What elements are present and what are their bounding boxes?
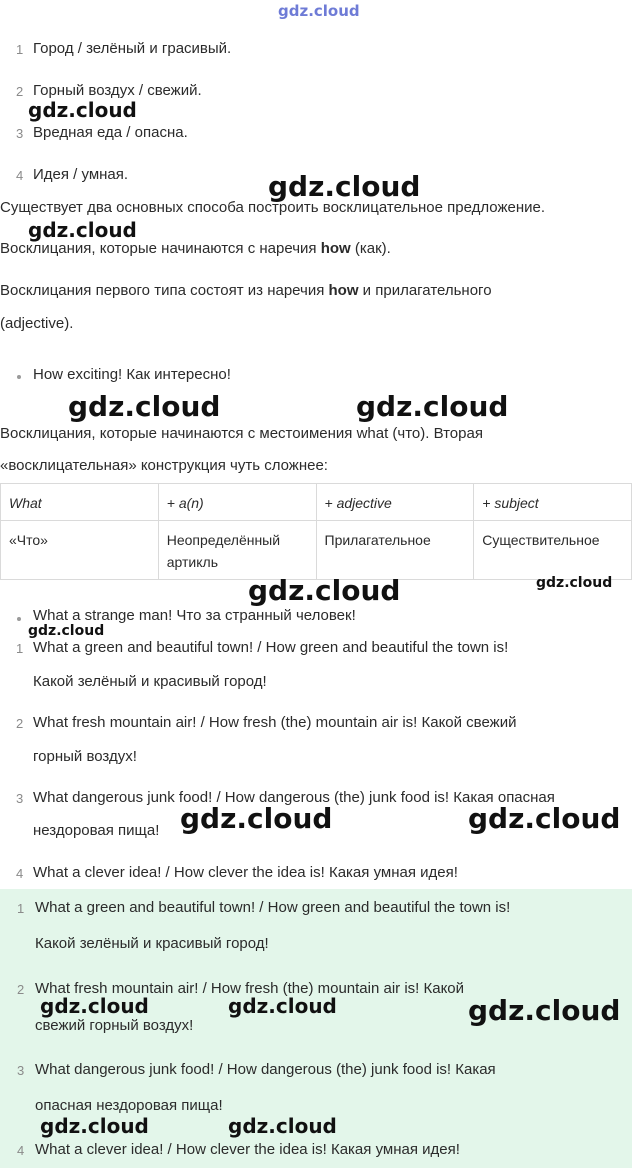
table-header-cell: + subject bbox=[474, 484, 632, 521]
watermark-label: gdz.cloud bbox=[356, 390, 509, 423]
bullet-dot bbox=[17, 617, 21, 621]
answer-line: What dangerous junk food! / How dangerous (the) junk food is! Какая опасная bbox=[33, 789, 555, 806]
answer-line: What dangerous junk food! / How dangerous (the) junk food is! Какая bbox=[35, 1061, 496, 1078]
task-item: Горный воздух / свежий. bbox=[33, 82, 202, 99]
example-how: How exciting! Как интересно! bbox=[33, 366, 231, 383]
theory-first-type-line2: (adjective). bbox=[0, 315, 74, 332]
watermark-label: gdz.cloud bbox=[28, 98, 137, 122]
answer-line: Какой зелёный и красивый город! bbox=[33, 673, 267, 690]
answer-number: 2 bbox=[16, 716, 24, 731]
theory-what-line2: «восклицательная» конструкция чуть сложнее: bbox=[0, 457, 328, 474]
answer-number: 3 bbox=[17, 1063, 25, 1078]
watermark-label: gdz.cloud bbox=[180, 802, 333, 835]
theory-how-line: Восклицания, которые начинаются с наречия how (как). bbox=[0, 240, 391, 257]
bullet-dot bbox=[17, 375, 21, 379]
answer-line: опасная нездоровая пища! bbox=[35, 1097, 223, 1114]
watermark-label: gdz.cloud bbox=[248, 574, 401, 607]
answer-number: 4 bbox=[17, 1143, 25, 1158]
watermark-label: gdz.cloud bbox=[40, 1114, 149, 1138]
watermark-label: gdz.cloud bbox=[40, 994, 149, 1018]
answer-line: What a clever idea! / How clever the idea is! Какая умная идея! bbox=[33, 864, 458, 881]
watermark-label: gdz.cloud bbox=[28, 218, 137, 242]
task-number: 3 bbox=[16, 126, 24, 141]
watermark-label: gdz.cloud bbox=[28, 623, 105, 639]
table-cell: «Что» bbox=[1, 521, 159, 580]
watermark-label: gdz.cloud bbox=[468, 994, 621, 1027]
answer-line: What a green and beautiful town! / How green and beautiful the town is! bbox=[35, 899, 511, 916]
task-item: Город / зелёный и грасивый. bbox=[33, 40, 232, 57]
answer-line: What fresh mountain air! / How fresh (the) mountain air is! Какой bbox=[35, 980, 465, 997]
task-item: Идея / умная. bbox=[33, 166, 129, 183]
table-header-cell: What bbox=[1, 484, 159, 521]
table-header-cell: + adjective bbox=[316, 484, 474, 521]
table-header-row bbox=[1, 484, 632, 521]
grammar-table bbox=[0, 483, 632, 580]
table-cell: Существительное bbox=[474, 521, 632, 580]
theory-what-line1: Восклицания, которые начинаются с местоимения what (что). Вторая bbox=[0, 425, 483, 442]
table-header-cell: + a(n) bbox=[158, 484, 316, 521]
task-number: 1 bbox=[16, 42, 24, 57]
answer-number: 4 bbox=[16, 866, 24, 881]
watermark-label: gdz.cloud bbox=[468, 802, 621, 835]
answer-number: 2 bbox=[17, 982, 25, 997]
task-number: 4 bbox=[16, 168, 24, 183]
task-number: 2 bbox=[16, 84, 24, 99]
top-watermark: gdz.cloud bbox=[278, 2, 360, 20]
answer-line: Какой зелёный и красивый город! bbox=[35, 935, 269, 952]
task-item: Вредная еда / опасна. bbox=[33, 124, 188, 141]
watermark-label: gdz.cloud bbox=[536, 575, 613, 591]
example-what: What a strange man! Что за странный человек! bbox=[33, 607, 356, 624]
watermark-label: gdz.cloud bbox=[228, 1114, 337, 1138]
answer-number: 1 bbox=[17, 901, 25, 916]
answer-line: свежий горный воздух! bbox=[35, 1017, 194, 1034]
watermark-label: gdz.cloud bbox=[228, 994, 337, 1018]
table-cell: Прилагательное bbox=[316, 521, 474, 580]
answer-line: What fresh mountain air! / How fresh (the) mountain air is! Какой свежий bbox=[33, 714, 517, 731]
answer-line: нездоровая пища! bbox=[33, 822, 160, 839]
watermark-label: gdz.cloud bbox=[68, 390, 221, 423]
theory-intro: Существует два основных способа построить восклицательное предложение. bbox=[0, 199, 546, 216]
answer-line: горный воздух! bbox=[33, 748, 137, 765]
table-cell: Неопределённый артикль bbox=[158, 521, 316, 580]
answer-number: 3 bbox=[16, 791, 24, 806]
table-row bbox=[1, 521, 632, 580]
watermark-label: gdz.cloud bbox=[268, 170, 421, 203]
theory-first-type: Восклицания первого типа состоят из наречия how и прилагательного bbox=[0, 282, 492, 299]
answer-line: What a clever idea! / How clever the idea is! Какая умная идея! bbox=[35, 1141, 460, 1158]
answer-line: What a green and beautiful town! / How green and beautiful the town is! bbox=[33, 639, 509, 656]
answer-number: 1 bbox=[16, 641, 24, 656]
